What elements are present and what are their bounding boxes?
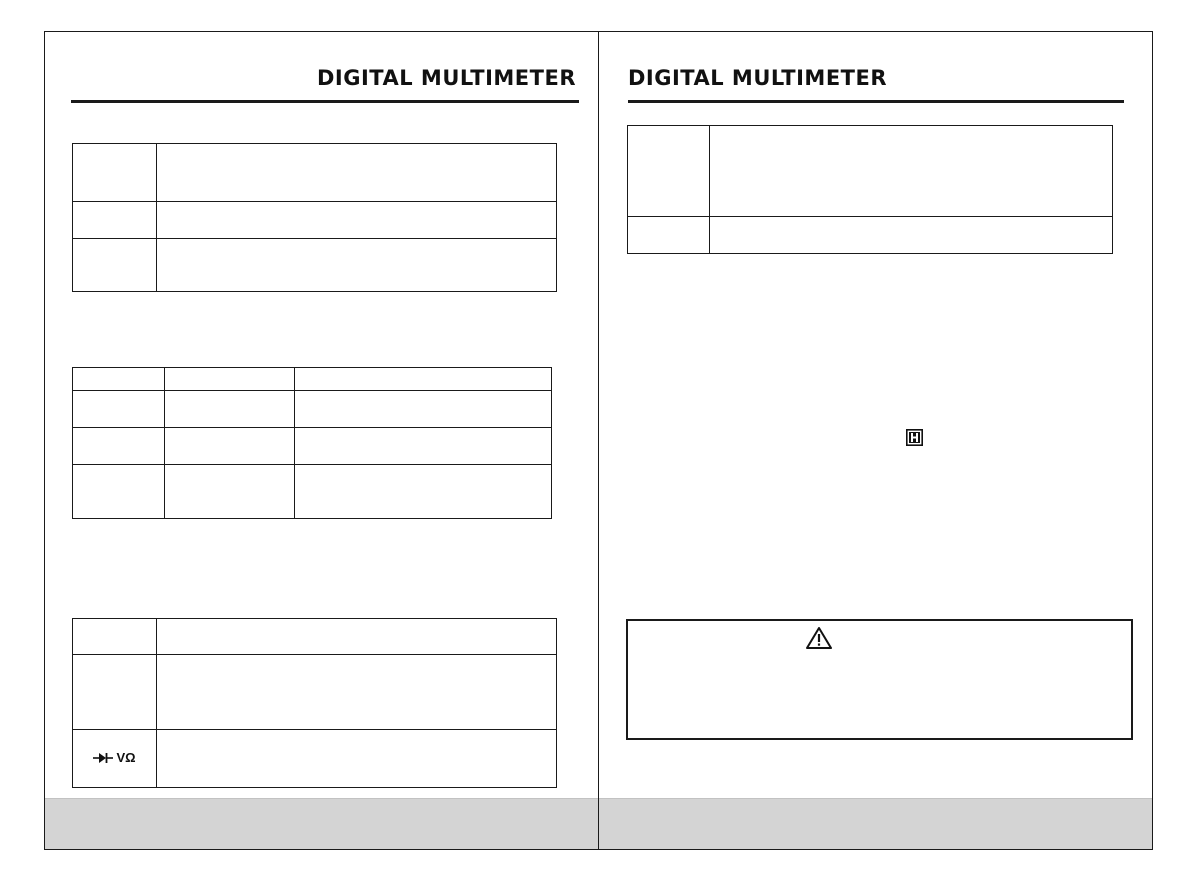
right-page-title: DIGITAL MULTIMETER: [628, 66, 888, 90]
table-cell: [157, 239, 557, 292]
table-header-cell: [295, 368, 552, 391]
table-row: [73, 428, 552, 465]
table-cell: [295, 391, 552, 428]
diode-icon: [93, 752, 113, 764]
table-cell: [73, 144, 157, 202]
table-cell: [157, 730, 557, 788]
right-page: [599, 32, 1153, 849]
table-cell: [73, 391, 165, 428]
warning-triangle-icon: [805, 626, 833, 655]
table-row: [628, 217, 1113, 254]
table-row: [73, 730, 557, 788]
table-row: [628, 126, 1113, 217]
table-cell: [73, 655, 157, 730]
left-page-title: DIGITAL MULTIMETER: [316, 66, 576, 90]
diode-volt-ohm-symbol: [93, 750, 135, 765]
table-cell: [165, 428, 295, 465]
table-header-cell: [165, 368, 295, 391]
table-cell: [73, 730, 157, 788]
table-row: [73, 465, 552, 519]
table-row: [73, 239, 557, 292]
left-title-rule: [71, 100, 579, 103]
left-table-1: [72, 143, 557, 292]
table-row: [73, 391, 552, 428]
table-cell: [73, 465, 165, 519]
table-row: [73, 655, 557, 730]
right-table-1: [627, 125, 1113, 254]
table-cell: [157, 619, 557, 655]
table-cell: [73, 428, 165, 465]
left-footer-band: [45, 798, 598, 849]
table-row: [73, 619, 557, 655]
table-cell: [710, 126, 1113, 217]
left-table-3: [72, 618, 557, 788]
table-cell: [165, 391, 295, 428]
volt-ohm-label: VΩ: [116, 750, 136, 766]
table-row: [73, 202, 557, 239]
left-page: [45, 32, 599, 849]
table-cell: [157, 202, 557, 239]
table-cell: [295, 428, 552, 465]
table-header-row: [73, 368, 552, 391]
table-cell: [157, 144, 557, 202]
table-row: [73, 144, 557, 202]
manual-spread: [44, 31, 1153, 850]
table-cell: [710, 217, 1113, 254]
table-cell: [157, 655, 557, 730]
table-cell: [73, 202, 157, 239]
hold-icon: [906, 429, 923, 451]
table-cell: [165, 465, 295, 519]
warning-box: [626, 619, 1133, 740]
right-title-rule: [628, 100, 1124, 103]
table-header-cell: [73, 368, 165, 391]
table-cell: [628, 217, 710, 254]
table-cell: [73, 239, 157, 292]
table-cell: [73, 619, 157, 655]
table-cell: [628, 126, 710, 217]
right-footer-band: [599, 798, 1153, 849]
table-cell: [295, 465, 552, 519]
left-table-2: [72, 367, 552, 519]
